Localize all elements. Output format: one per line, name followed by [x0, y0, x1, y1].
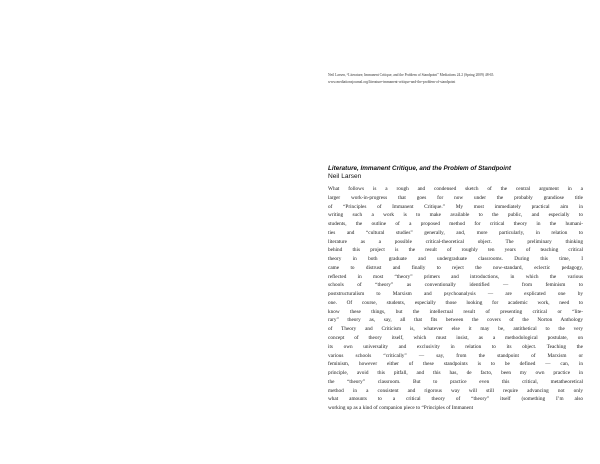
article-title: Literature, Immanent Critique, and the Problem of Standpoint [328, 165, 511, 172]
body-line: working up as a kind of companion piece to “Principles of Immanent [328, 405, 474, 412]
citation-url: www.mediationsjournal.org/literature-immanent-critique-and-the-problem-of-standpoint [328, 79, 456, 84]
body-line: of Theory and Criticism is, whatever else it may be, antithetical to the very [328, 326, 583, 333]
body-line: what amounts to a critical theory of “theory” itself (something I’m also [328, 396, 583, 403]
body-line: literature as a possible critical-theoretical object. The preliminary thinking [328, 238, 583, 245]
body-line: one. Of course, students, especially those looking for academic work, need to [328, 299, 583, 306]
body-line: of “Principles of Immanent Critique.” My most immediately practical aim in [328, 203, 583, 210]
body-line: came to distrust and finally to reject the now-standard, eclectic pedagogy, [328, 264, 583, 271]
body-line: method in a consistent and rigorous way will still require advancing not only [328, 387, 583, 394]
body-line: the “theory” classroom. But to practice even this critical, metatheoretical [328, 378, 583, 385]
body-line: students, the outline of a proposed method for critical theory in the humani- [328, 221, 583, 228]
article-author: Neil Larsen [328, 173, 362, 180]
body-line: poststructuralism to Marxism and psychoanalysis — are explicated one by [328, 291, 583, 298]
body-line: feminism, however either of these standpoints is to be defined — can, in [328, 361, 583, 368]
citation-line: Neil Larsen, “Literature, Immanent Critique, and the Problem of Standpoint” Mediations 24.2 (Spring 2009) 48-65. [328, 73, 495, 77]
body-line: What follows is a rough and condensed sketch of the central argument in a [328, 186, 583, 192]
body-line: writing such a work is to make available to the public, and especially to [328, 212, 583, 219]
citation-header [328, 72, 578, 85]
body-line: know these things, but the intellectual result of presenting critical or “lite- [328, 308, 583, 315]
body-line: larger work-in-progress that goes for now under the probably grandiose title [328, 194, 583, 201]
article-body [328, 185, 583, 413]
body-line: ties and “cultural studies” generally, and, more particularly, in relation to [328, 229, 583, 236]
body-line: various schools “critically” — say, from the standpoint of Marxism or [328, 352, 583, 359]
body-line: its own universality and exclusivity in relation to its object. Teaching the [328, 343, 583, 350]
body-line: concept of theory itself, which must insist, as a methodological postulate, on [328, 335, 583, 342]
body-line: reflected in most “theory” primers and introductions, in which the various [328, 273, 583, 280]
body-line: principle, avoid this pitfall, and this has, de facto, been my own practice in [328, 370, 583, 377]
body-line: rary” theory as, say, all that fits between the covers of the Norton Anthology [328, 317, 583, 324]
body-line: schools of “theory” as conventionally identified — from feminism to [328, 282, 583, 289]
body-line: behind this project is the result of roughly ten years of teaching critical [328, 247, 583, 254]
body-line: theory in both graduate and undergraduate classrooms. During this time, I [328, 256, 583, 263]
